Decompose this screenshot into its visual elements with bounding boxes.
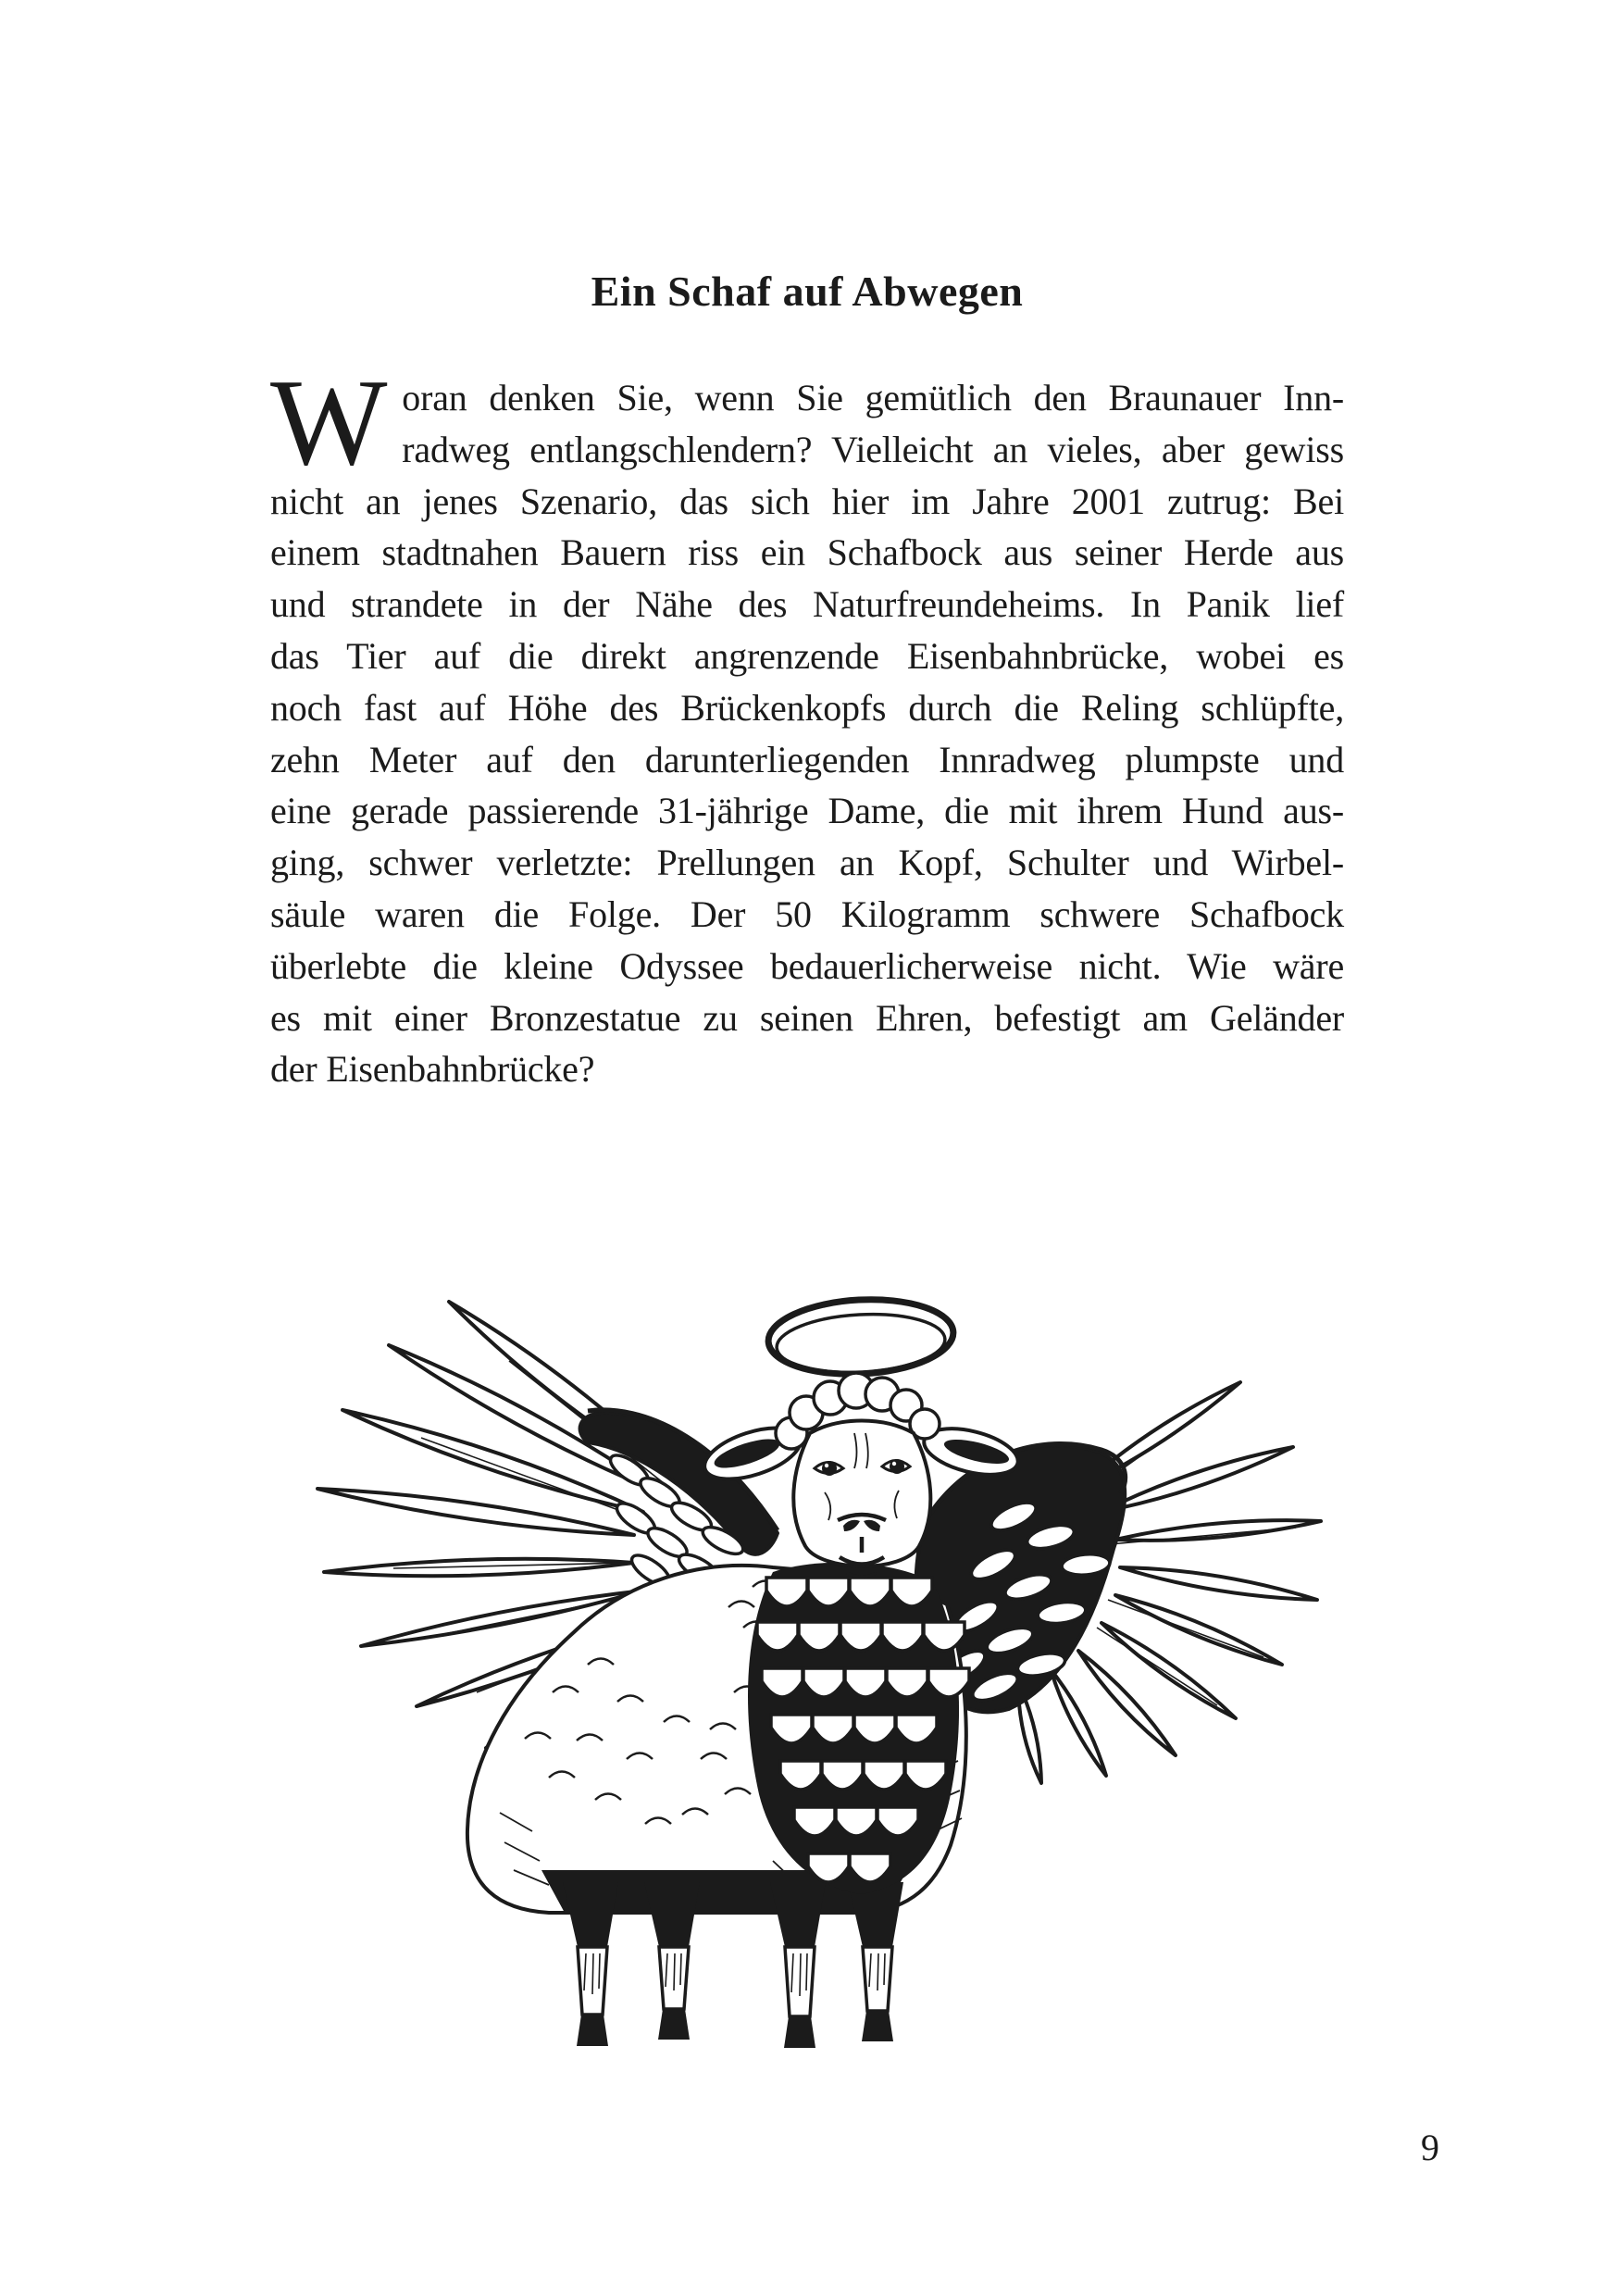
paragraph-line: der Eisenbahnbrücke? xyxy=(270,1048,595,1091)
paragraph-line: zehn Meter auf den darunterliegenden Innradweg plumpste und xyxy=(270,738,1344,780)
drop-cap: W xyxy=(270,354,388,491)
paragraph-line: das Tier auf die direkt angrenzende Eisenbahnbrücke, wobei es xyxy=(270,634,1344,677)
paragraph-line: es mit einer Bronzestatue zu seinen Ehren, befestigt am Geländer xyxy=(270,996,1344,1039)
paragraph-line: überlebte die kleine Odyssee bedauerlicherweise nicht. Wie wäre xyxy=(270,944,1344,987)
story-paragraph xyxy=(270,354,1344,1095)
paragraph-line: säule waren die Folge. Der 50 Kilogramm schwere Schafbock xyxy=(270,892,1344,935)
page-title: Ein Schaf auf Abwegen xyxy=(591,268,1024,315)
page-number: 9 xyxy=(1421,2127,1439,2168)
sheep-angel-illustration xyxy=(310,1294,1333,2055)
paragraph-line: noch fast auf Höhe des Brückenkopfs durch die Reling schlüpfte, xyxy=(270,686,1344,729)
paragraph-line: eine gerade passierende 31-jährige Dame, die mit ihrem Hund aus- xyxy=(270,790,1344,832)
paragraph-line: oran denken Sie, wenn Sie gemütlich den Braunauer Inn- xyxy=(402,377,1344,418)
paragraph-line: einem stadtnahen Bauern riss ein Schafbock aus seiner Herde aus xyxy=(270,531,1344,574)
paragraph-line: ging, schwer verletzte: Prellungen an Kopf, Schulter und Wirbel- xyxy=(270,842,1344,884)
paragraph-line: und strandete in der Nähe des Naturfreundeheims. In Panik lief xyxy=(270,583,1344,626)
halo xyxy=(766,1295,955,1379)
paragraph-line: radweg entlangschlendern? Vielleicht an vieles, aber gewiss xyxy=(402,428,1344,470)
paragraph-line: nicht an jenes Szenario, das sich hier im Jahre 2001 zutrug: Bei xyxy=(270,480,1344,522)
sheep-legs xyxy=(541,1870,907,2048)
